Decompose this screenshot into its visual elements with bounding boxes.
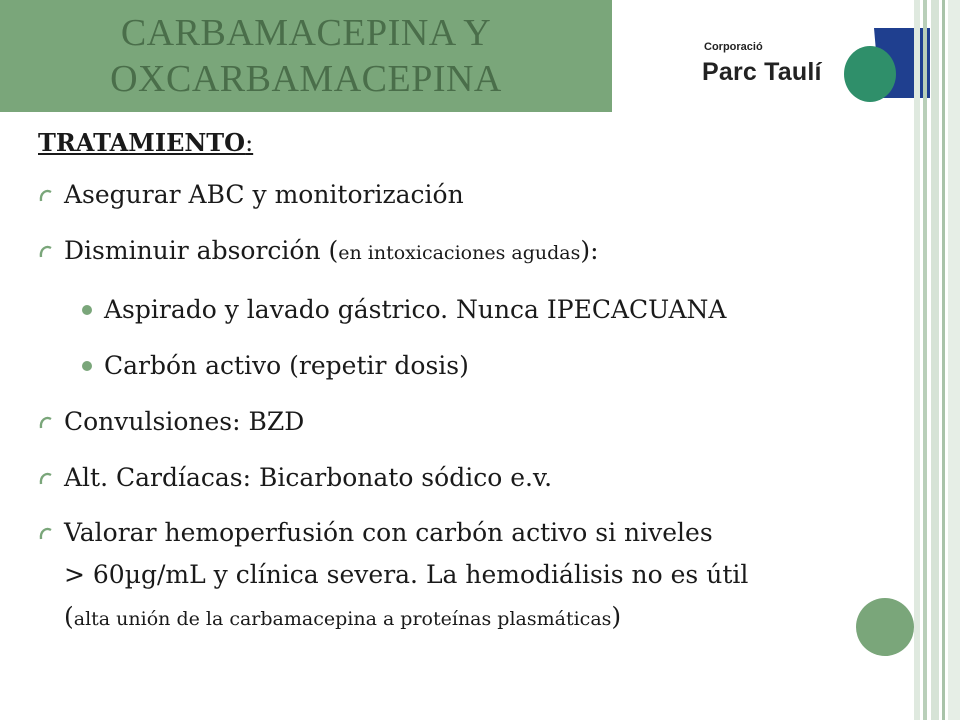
sub-item-aspirado: [38, 294, 888, 325]
hook-bullet-icon: [38, 243, 54, 259]
list-item-abc: [38, 179, 888, 210]
sub-item-text: Aspirado y lavado gástrico. Nunca IPECACUANA: [104, 295, 727, 324]
stripe-1: [914, 0, 920, 720]
stripe-5: [948, 0, 960, 720]
hook-bullet-icon: [38, 414, 54, 430]
heading-colon: :: [245, 129, 254, 157]
section-heading: [38, 128, 888, 157]
list-item-line-3: [64, 596, 888, 640]
stripe-3: [931, 0, 939, 720]
list-item-valorar: [38, 512, 888, 640]
sub-item-carbon: [38, 350, 888, 381]
hook-bullet-icon: [38, 187, 54, 203]
list-item-cardiacas: [38, 462, 888, 493]
heading-text: TRATAMIENTO: [38, 128, 246, 157]
dot-bullet-icon: [82, 305, 92, 315]
paren-close: ): [611, 602, 622, 631]
list-item-text-end: ):: [580, 236, 599, 265]
hook-bullet-icon: [38, 525, 54, 541]
parc-tauli-logo: [690, 24, 935, 106]
title-line-1: CARBAMACEPINA Y: [120, 12, 492, 54]
list-item-convulsiones: [38, 406, 888, 437]
logo-parc-tauli-text: Parc Taulí: [702, 58, 822, 86]
hook-bullet-icon: [38, 470, 54, 486]
logo-green-circle: [844, 46, 896, 102]
logo-corporacio-text: Corporació: [704, 41, 763, 53]
list-item-text: Disminuir absorción (: [64, 236, 339, 265]
list-item-note: en intoxicaciones agudas: [338, 242, 581, 264]
stripe-4: [942, 0, 945, 720]
paren-open: (: [64, 602, 74, 631]
sub-item-text: Carbón activo (repetir dosis): [104, 351, 469, 380]
list-item-text: Convulsiones: BZD: [64, 407, 305, 436]
list-item-absorcion: [38, 235, 888, 269]
list-item-text: Asegurar ABC y monitorización: [64, 180, 464, 209]
title-line-2: OXCARBAMACEPINA: [110, 58, 502, 100]
dot-bullet-icon: [82, 361, 92, 371]
list-item-text: Alt. Cardíacas: Bicarbonato sódico e.v.: [64, 463, 553, 492]
decorative-side-stripes: [914, 0, 960, 720]
list-item-line-1: Valorar hemoperfusión con carbón activo si niveles: [64, 518, 713, 547]
list-item-note: alta unión de la carbamacepina a proteínas plasmáticas: [73, 608, 612, 630]
slide-content: [38, 128, 888, 665]
stripe-2: [923, 0, 927, 720]
list-item-line-2: > 60µg/mL y clínica severa. La hemodiálisis no es útil: [64, 560, 749, 589]
slide-title: [0, 0, 612, 102]
